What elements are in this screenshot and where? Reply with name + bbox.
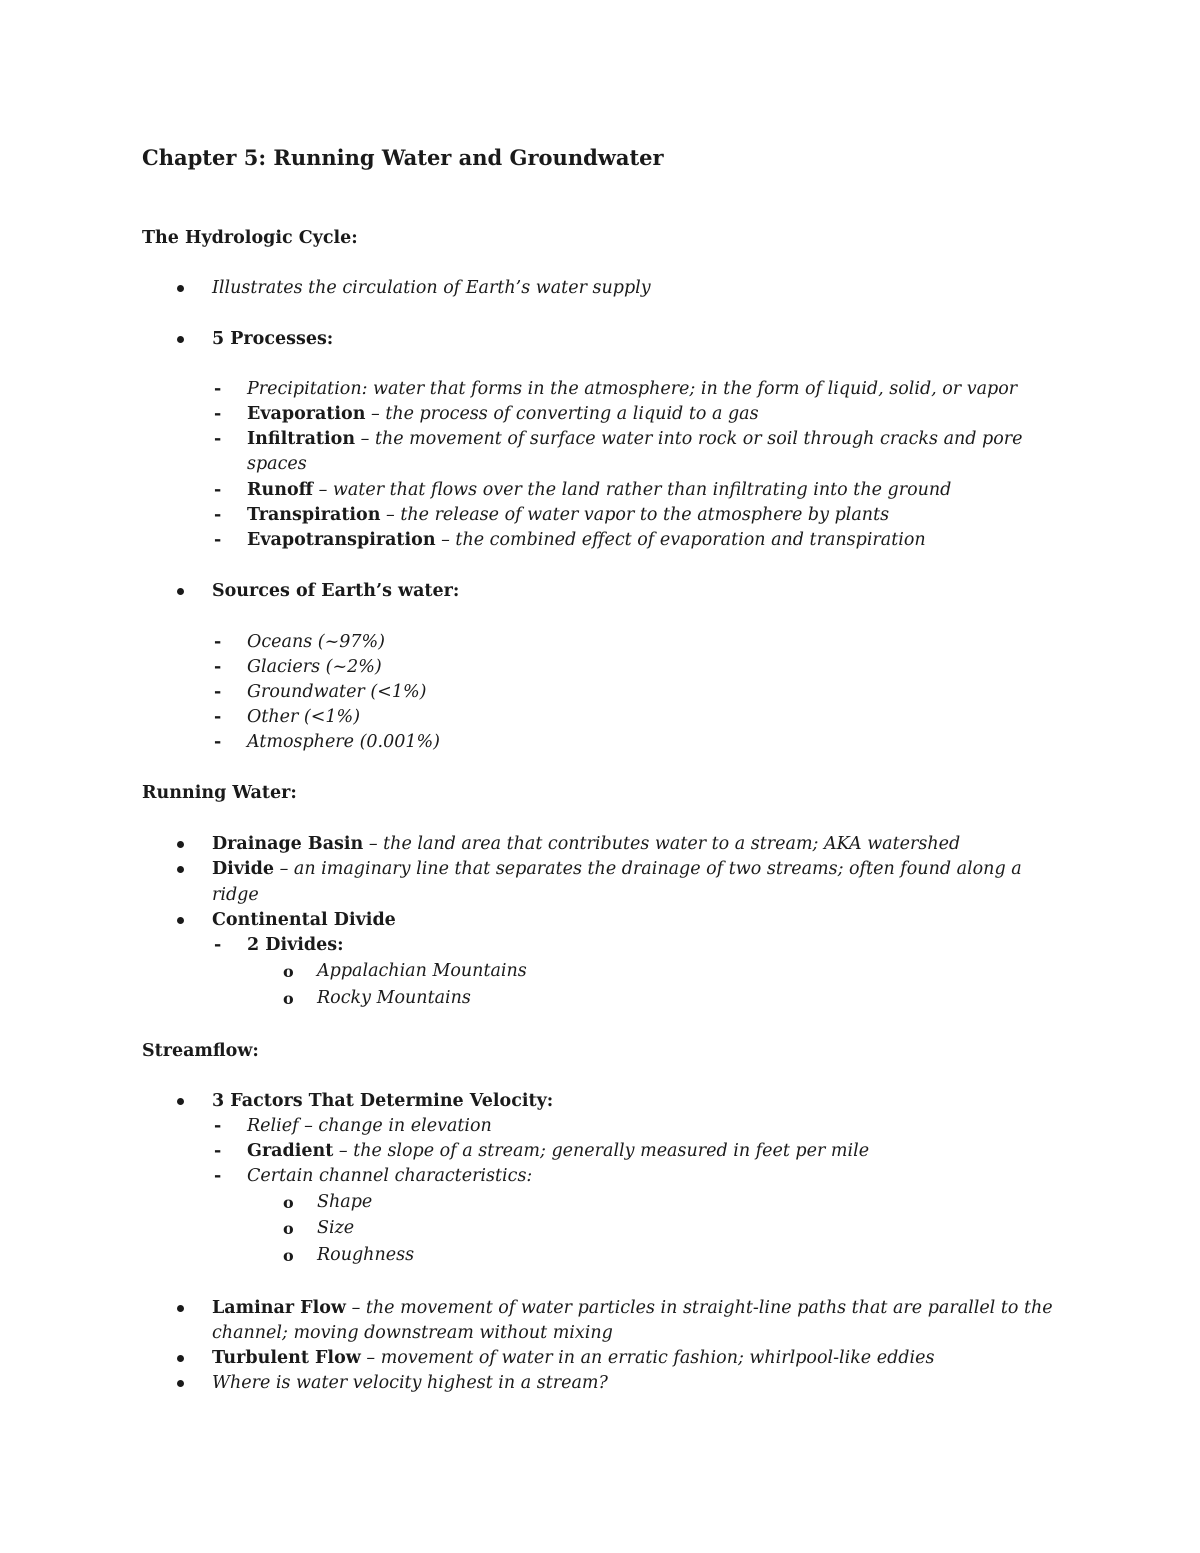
circle-bullet-icon: o xyxy=(283,1193,294,1212)
list-item: Atmosphere (0.001%) xyxy=(247,732,440,752)
dash-icon: - xyxy=(214,682,222,702)
dash-icon: - xyxy=(214,429,222,449)
list-item xyxy=(247,431,1023,449)
list-item: Where is water velocity highest in a stream? xyxy=(212,1373,608,1393)
term: Infiltration xyxy=(247,429,356,449)
list-item-label: 5 Processes: xyxy=(212,329,334,349)
definition: – the movement of water particles in straight-line paths that are parallel to the xyxy=(346,1298,1053,1318)
term: Evaporation xyxy=(247,404,366,424)
list-item xyxy=(212,1300,1053,1318)
list-item: Illustrates the circulation of Earth’s water supply xyxy=(212,278,651,298)
term: Runoff xyxy=(247,480,314,500)
list-item xyxy=(247,1143,869,1161)
bullet-icon xyxy=(177,866,184,873)
dash-icon: - xyxy=(214,505,222,525)
term: Divide xyxy=(212,859,275,879)
list-item: Glaciers (~2%) xyxy=(247,657,382,677)
list-item-label: 3 Factors That Determine Velocity: xyxy=(212,1091,554,1111)
circle-bullet-icon: o xyxy=(283,989,294,1008)
definition: – the slope of a stream; generally measured in feet per mile xyxy=(333,1141,870,1161)
circle-bullet-icon: o xyxy=(283,962,294,981)
list-item: Size xyxy=(317,1218,355,1238)
bullet-icon xyxy=(177,336,184,343)
dash-icon: - xyxy=(214,1141,222,1161)
page-title: Chapter 5: Running Water and Groundwater xyxy=(142,145,664,170)
dash-icon: - xyxy=(214,1116,222,1136)
bullet-icon xyxy=(177,917,184,924)
list-item: Certain channel characteristics: xyxy=(247,1166,533,1186)
dash-icon: - xyxy=(214,480,222,500)
dash-icon: - xyxy=(214,707,222,727)
bullet-icon xyxy=(177,588,184,595)
term: Evapotranspiration xyxy=(247,530,436,550)
list-item: Precipitation: water that forms in the atmosphere; in the form of liquid, solid, or vapor xyxy=(247,379,1018,399)
list-item: Shape xyxy=(317,1192,373,1212)
dash-icon: - xyxy=(214,379,222,399)
section-heading-hydrologic: The Hydrologic Cycle: xyxy=(142,228,358,248)
definition: – an imaginary line that separates the drainage of two streams; often found along a xyxy=(274,859,1022,879)
list-item xyxy=(212,861,1022,879)
term: Drainage Basin xyxy=(212,834,364,854)
dash-icon: - xyxy=(214,1166,222,1186)
list-item xyxy=(247,482,951,500)
bullet-icon xyxy=(177,841,184,848)
term: Transpiration xyxy=(247,505,381,525)
definition: – movement of water in an erratic fashion; whirlpool-like eddies xyxy=(360,1348,935,1368)
circle-bullet-icon: o xyxy=(283,1246,294,1265)
list-item: Oceans (~97%) xyxy=(247,632,385,652)
dash-icon: - xyxy=(214,657,222,677)
list-item xyxy=(247,507,889,525)
list-item: Continental Divide xyxy=(212,910,396,930)
definition: – the land area that contributes water to a stream; AKA watershed xyxy=(363,834,961,854)
list-item: Relief – change in elevation xyxy=(247,1116,492,1136)
list-item: Groundwater (<1%) xyxy=(247,682,427,702)
bullet-icon xyxy=(177,285,184,292)
list-item-label: Sources of Earth’s water: xyxy=(212,581,460,601)
bullet-icon xyxy=(177,1098,184,1105)
list-item: Rocky Mountains xyxy=(317,988,471,1008)
bullet-icon xyxy=(177,1305,184,1312)
bullet-icon xyxy=(177,1355,184,1362)
definition: – water that flows over the land rather than infiltrating into the ground xyxy=(313,480,952,500)
term: Laminar Flow xyxy=(212,1298,346,1318)
circle-bullet-icon: o xyxy=(283,1219,294,1238)
term: Turbulent Flow xyxy=(212,1348,361,1368)
dash-icon: - xyxy=(214,404,222,424)
list-item xyxy=(212,1350,934,1368)
list-item: Roughness xyxy=(317,1245,415,1265)
term: Gradient xyxy=(247,1141,334,1161)
dash-icon: - xyxy=(214,935,222,955)
list-item-continuation: spaces xyxy=(247,454,307,474)
dash-icon: - xyxy=(214,632,222,652)
dash-icon: - xyxy=(214,530,222,550)
definition: – the release of water vapor to the atmosphere by plants xyxy=(380,505,890,525)
list-item: Appalachian Mountains xyxy=(317,961,527,981)
list-item: Other (<1%) xyxy=(247,707,361,727)
dash-icon: - xyxy=(214,732,222,752)
list-item xyxy=(247,532,926,550)
list-item-continuation: channel; moving downstream without mixing xyxy=(212,1323,613,1343)
section-heading-streamflow: Streamflow: xyxy=(142,1041,259,1061)
definition: – the movement of surface water into rock or soil through cracks and pore xyxy=(355,429,1023,449)
definition: – the combined effect of evaporation and transpiration xyxy=(435,530,926,550)
definition: – the process of converting a liquid to a gas xyxy=(365,404,759,424)
bullet-icon xyxy=(177,1380,184,1387)
section-heading-running-water: Running Water: xyxy=(142,783,297,803)
list-item: 2 Divides: xyxy=(247,935,344,955)
list-item xyxy=(212,836,960,854)
list-item-continuation: ridge xyxy=(212,885,259,905)
list-item xyxy=(247,406,759,424)
